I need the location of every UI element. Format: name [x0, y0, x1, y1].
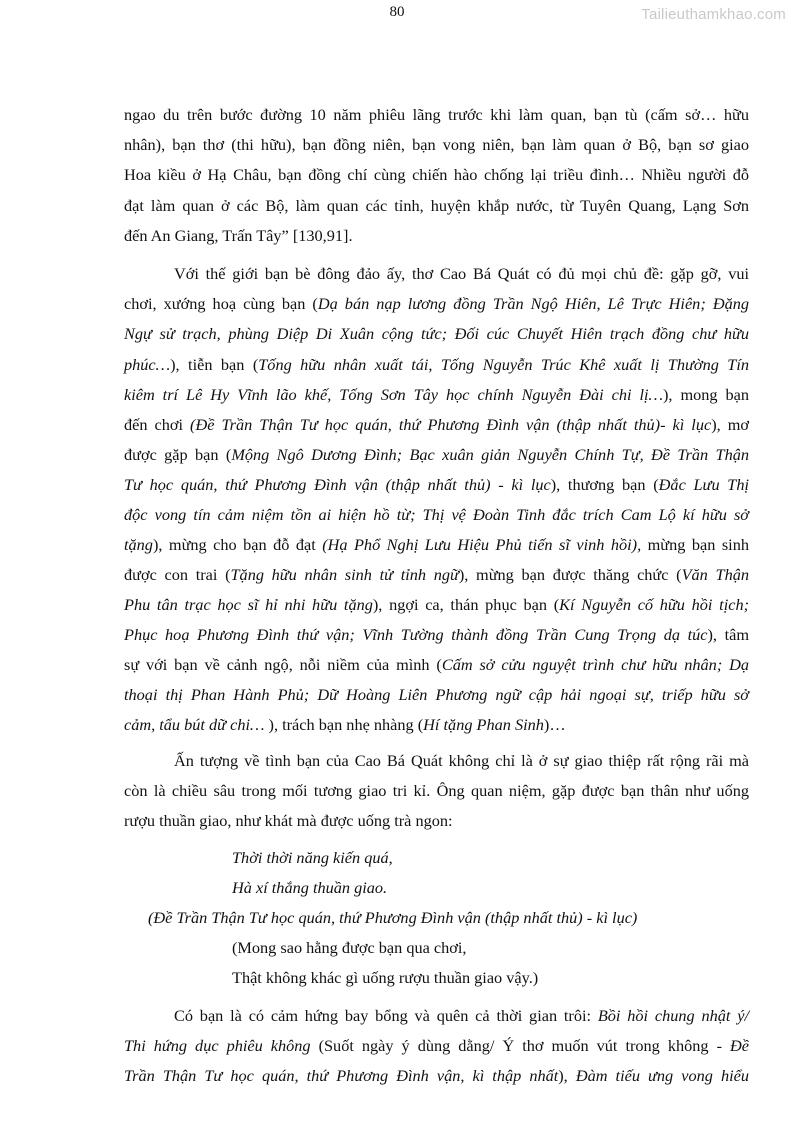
text-span: )… [543, 715, 566, 734]
text-line [124, 684, 749, 706]
text-span: mừng bạn sinh [641, 535, 749, 554]
quote-text: Đàm tiếu ưng vong hiểu [575, 1066, 749, 1085]
watermark: Tailieuthamkhao.com [641, 6, 786, 23]
text-line [124, 474, 749, 496]
verse-text: Thời thời năng kiến quá, [232, 848, 393, 867]
text-line [124, 444, 749, 466]
work-title: độc vong tín cảm niệm tồn ai hiện hồ từ; Thị vệ Đoàn Tinh đắc trích Cam Lộ kí hữu sở [124, 505, 749, 524]
work-title: Phu tân trạc học sĩ hỉ nhi hữu tặng [124, 595, 373, 614]
work-title: Ngự sử trạch, phùng Diệp Di Xuân cộng tức; Đối cúc Chuyết Hiên trạch đồng chư hữu [124, 324, 749, 343]
text-line: rượu thuần giao, như khát mà được uống trà ngon: [124, 811, 453, 830]
work-title: Kí Nguyễn cố hữu hồi tịch; [559, 595, 749, 614]
text-span: được gặp bạn ( [124, 445, 232, 464]
text-line [124, 293, 749, 315]
text-line [124, 594, 749, 616]
text-line: đạt làm quan ở các Bộ, làm quan các tỉnh, huyện khắp nước, từ Tuyên Quang, Lạng Sơn [124, 196, 749, 215]
text-line [124, 354, 749, 376]
text-span: được con trai ( [124, 565, 231, 584]
text-line [124, 1065, 749, 1087]
work-title: Phục hoạ Phương Đình thứ vận; Vĩnh Tường thành đồng Trần Cung Trọng dạ túc [124, 625, 708, 644]
text-span: ), mừng bạn được thăng chức ( [458, 565, 682, 584]
work-title: Tư học quán, thứ Phương Đình vận (thập nhất thủ) - kì lục [124, 475, 551, 494]
work-title: Mộng Ngô Dương Đình; Bạc xuân giản Nguyễn Chính Tự, Đề Trần Thận [231, 445, 749, 464]
verse-text: Hà xí thắng thuần giao. [232, 878, 388, 897]
work-title: Hí tặng Phan Sinh [423, 715, 544, 734]
text-line [124, 1035, 749, 1057]
text-line [124, 714, 749, 736]
text-line: còn là chiều sâu trong mối tương giao tri kỉ. Ông quan niệm, gặp được bạn thân như uống [124, 781, 749, 800]
work-title: Dạ bán nạp lương đồng Trần Ngộ Hiên, Lê Trực Hiên; Đặng [317, 294, 749, 313]
text-line: ngao du trên bước đường 10 năm phiêu lãng trước khi làm quan, bạn tù (cấm sở… hữu [124, 105, 749, 124]
text-line: nhân), bạn thơ (thi hữu), bạn đồng niên, bạn vong niên, bạn làm quan ở Bộ, bạn sơ giao [124, 135, 749, 154]
text-line [174, 1005, 749, 1027]
verse-source [148, 907, 637, 929]
text-span: ), thương bạn ( [550, 475, 659, 494]
text-line [124, 564, 749, 586]
text-line [124, 323, 749, 345]
work-title: Tặng hữu nhân sinh tử tỉnh ngữ [230, 565, 459, 584]
work-title: thoại thị Phan Hành Phủ; Dữ Hoàng Liên Phương ngữ cập hải ngoại sự, triếp hữu sở [124, 685, 749, 704]
work-title: Tống hữu nhân xuất tái, Tống Nguyễn Trúc Khê xuất lị Thường Tín [258, 355, 749, 374]
verse-source-text: (Đề Trần Thận Tư học quán, thứ Phương Đình vận (thập nhất thủ) - kì lục) [148, 908, 638, 927]
verse-line [232, 847, 393, 869]
text-span: chơi, xướng hoạ cùng bạn ( [124, 294, 318, 313]
work-title: tặng [124, 535, 153, 554]
text-line [124, 384, 749, 406]
quote-text: Thi hứng dục phiêu không [124, 1036, 311, 1055]
text-span: ), mong bạn [663, 385, 749, 404]
work-title: phúc… [124, 355, 171, 374]
text-line [124, 654, 749, 676]
work-title: Đề [730, 1036, 749, 1055]
text-span: (Suốt ngày ý dùng dằng/ Ý thơ muốn vút trong không - [310, 1036, 731, 1055]
work-title: cảm, tẩu bút dữ chi… [124, 715, 265, 734]
text-span: Có bạn là có cảm hứng bay bổng và quên cả thời gian trôi: [174, 1006, 598, 1025]
text-line [124, 624, 749, 646]
verse-line [232, 877, 387, 899]
text-line: Hoa kiều ở Hạ Châu, bạn đồng chí cùng chiến hào chống lại triều đình… Nhiều người đỗ [124, 165, 749, 184]
text-span: ), ngợi ca, thán phục bạn ( [372, 595, 560, 614]
quote-text: Bồi hồi chung nhật ý/ [597, 1006, 749, 1025]
translation-line: (Mong sao hằng được bạn qua chơi, [232, 938, 467, 957]
work-title: (Đề Trần Thận Tư học quán, thứ Phương Đình vận (thập nhất thủ)- kì lục [190, 415, 712, 434]
work-title: Trần Thận Tư học quán, thứ Phương Đình vận, kì thập nhất [124, 1066, 559, 1085]
work-title: (Hạ Phổ Nghị Lưu Hiệu Phủ tiến sĩ vinh hồi), [322, 535, 642, 554]
work-title: Văn Thận [681, 565, 749, 584]
text-line [124, 534, 749, 556]
text-line: Ấn tượng về tình bạn của Cao Bá Quát không chỉ là ở sự giao thiệp rất rộng rãi mà [174, 751, 749, 770]
work-title: kiêm trí Lê Hy Vĩnh lão khế, Tống Sơn Tây học chính Nguyễn Đài chi lị… [124, 385, 663, 404]
page-number: 80 [389, 4, 405, 20]
text-span: ), mừng cho bạn đỗ đạt [152, 535, 323, 554]
text-line: Với thế giới bạn bè đông đảo ấy, thơ Cao Bá Quát có đủ mọi chủ đề: gặp gỡ, vui [174, 264, 749, 283]
work-title: Đắc Lưu Thị [658, 475, 750, 494]
text-span: sự với bạn về cảnh ngộ, nỗi niềm của mình ( [124, 655, 442, 674]
text-span: ), [558, 1066, 576, 1085]
text-line [124, 504, 749, 526]
text-span: ), tâm [707, 625, 749, 644]
text-span: đến chơi [124, 415, 191, 434]
work-title: Cấm sở cửu nguyệt trình chư hữu nhân; Dạ [441, 655, 749, 674]
text-line: đến An Giang, Trấn Tây” [130,91]. [124, 226, 353, 245]
text-span: ), mơ [711, 415, 749, 434]
translation-line: Thật không khác gì uống rượu thuần giao vậy.) [232, 968, 539, 987]
text-span: ), tiễn bạn ( [170, 355, 259, 374]
text-line [124, 414, 749, 436]
text-span: ), trách bạn nhẹ nhàng ( [264, 715, 424, 734]
